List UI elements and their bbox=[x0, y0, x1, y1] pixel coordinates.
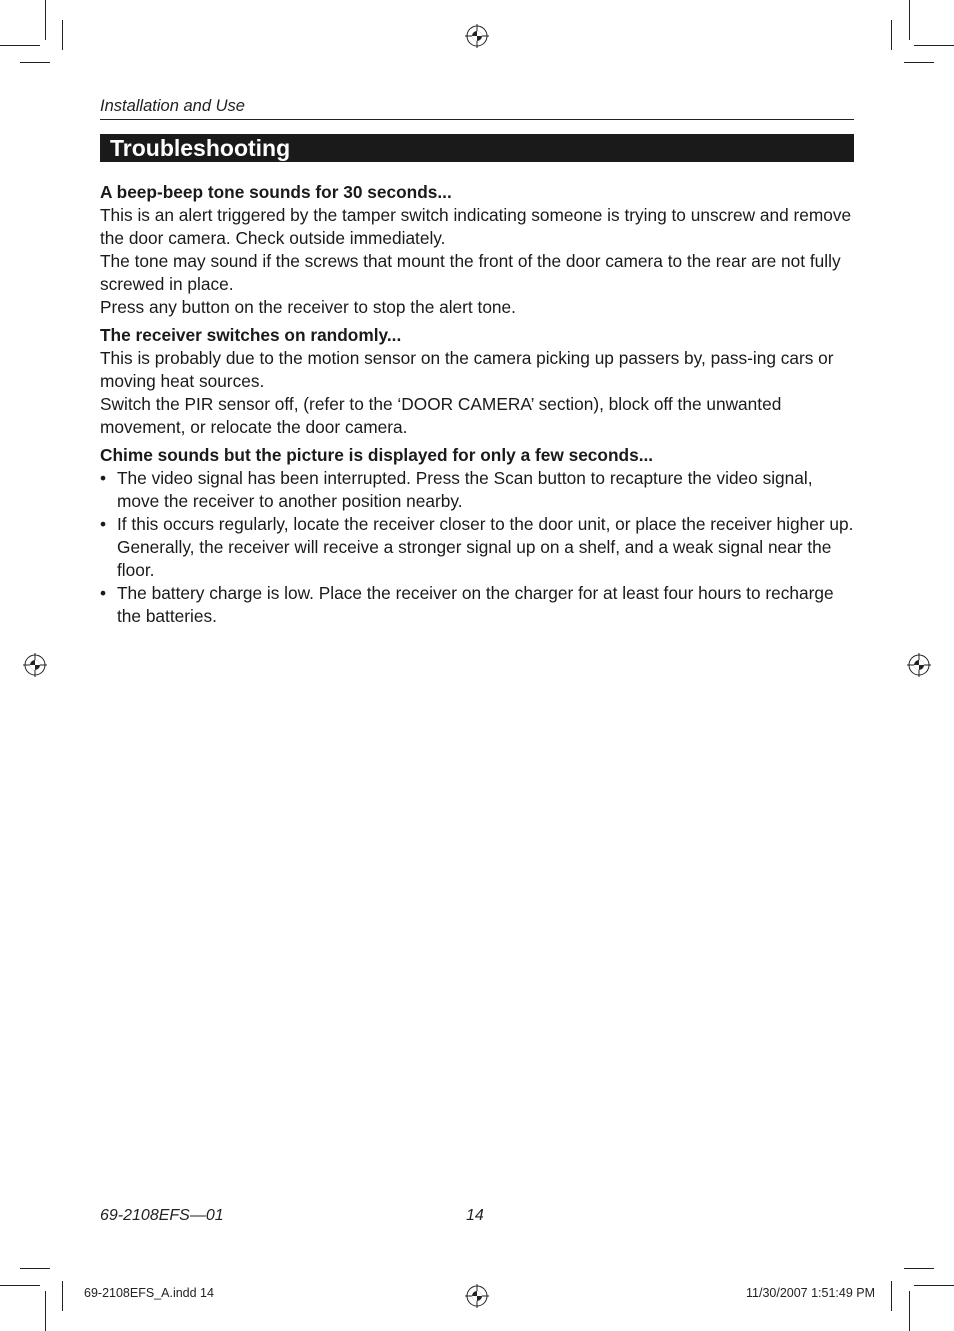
crop-mark-bottom-left-h bbox=[0, 1285, 40, 1286]
bleed-mark-top-right-v bbox=[891, 20, 892, 50]
registration-mark-icon bbox=[907, 653, 931, 677]
crop-mark-top-left-h bbox=[0, 45, 40, 46]
issue-paragraph: This is an alert triggered by the tamper switch indicating someone is trying to unscrew and remove the door camera. Check outside immediately. bbox=[100, 205, 852, 248]
document-code: 69-2108EFS—01 bbox=[100, 1207, 224, 1224]
solution-list bbox=[100, 467, 854, 628]
issue-paragraph: The tone may sound if the screws that mount the front of the door camera to the rear are not fully screwed in place. bbox=[100, 251, 841, 294]
issue-heading: The receiver switches on randomly... bbox=[100, 325, 402, 345]
slug-timestamp: 11/30/2007 1:51:49 PM bbox=[746, 1286, 876, 1300]
crop-mark-bottom-right-h bbox=[914, 1285, 954, 1286]
bleed-mark-bottom-right-h bbox=[904, 1268, 934, 1269]
registration-mark-icon bbox=[23, 653, 47, 677]
troubleshooting-content bbox=[100, 181, 854, 633]
troubleshooting-item bbox=[100, 181, 854, 319]
issue-heading: Chime sounds but the picture is displayed for only a few seconds... bbox=[100, 445, 654, 465]
bleed-mark-top-right-h bbox=[904, 62, 934, 63]
troubleshooting-item bbox=[100, 444, 854, 628]
page-number: 14 bbox=[466, 1207, 484, 1224]
list-item: • If this occurs regularly, locate the receiver closer to the door unit, or place the receiver higher up. Generally, the receiver will receive a stronger signal up on a shelf, and a weak signal near the floor. bbox=[100, 513, 854, 582]
crop-mark-top-right-v bbox=[909, 0, 910, 40]
crop-mark-bottom-left-v bbox=[45, 1291, 46, 1331]
crop-mark-bottom-right-v bbox=[909, 1291, 910, 1331]
registration-mark-icon bbox=[465, 1284, 489, 1308]
issue-heading: A beep-beep tone sounds for 30 seconds... bbox=[100, 182, 452, 202]
section-title-bar bbox=[100, 134, 854, 162]
page-title: Troubleshooting bbox=[110, 135, 291, 161]
header-rule bbox=[100, 119, 854, 120]
list-item: • The video signal has been interrupted. Press the Scan button to recapture the video signal, move the receiver to another position nearby. bbox=[100, 467, 854, 513]
issue-paragraph: Switch the PIR sensor off, (refer to the ‘DOOR CAMERA’ section), block off the unwanted movement, or relocate the door camera. bbox=[100, 394, 782, 437]
bleed-mark-top-left-v bbox=[62, 20, 63, 50]
slug-file-name: 69-2108EFS_A.indd 14 bbox=[84, 1286, 214, 1300]
bleed-mark-top-left-h bbox=[20, 62, 50, 63]
bleed-mark-bottom-right-v bbox=[891, 1281, 892, 1311]
running-header: Installation and Use bbox=[100, 97, 245, 115]
troubleshooting-item bbox=[100, 324, 854, 439]
bleed-mark-bottom-left-v bbox=[62, 1281, 63, 1311]
bleed-mark-bottom-left-h bbox=[20, 1268, 50, 1269]
registration-mark-icon bbox=[465, 24, 489, 48]
issue-paragraph: This is probably due to the motion sensor on the camera picking up passers by, pass-ing cars or moving heat sources. bbox=[100, 348, 834, 391]
crop-mark-top-right-h bbox=[914, 45, 954, 46]
list-item: • The battery charge is low. Place the receiver on the charger for at least four hours to recharge the batteries. bbox=[100, 582, 854, 628]
issue-paragraph: Press any button on the receiver to stop the alert tone. bbox=[100, 297, 516, 317]
crop-mark-top-left-v bbox=[45, 0, 46, 40]
